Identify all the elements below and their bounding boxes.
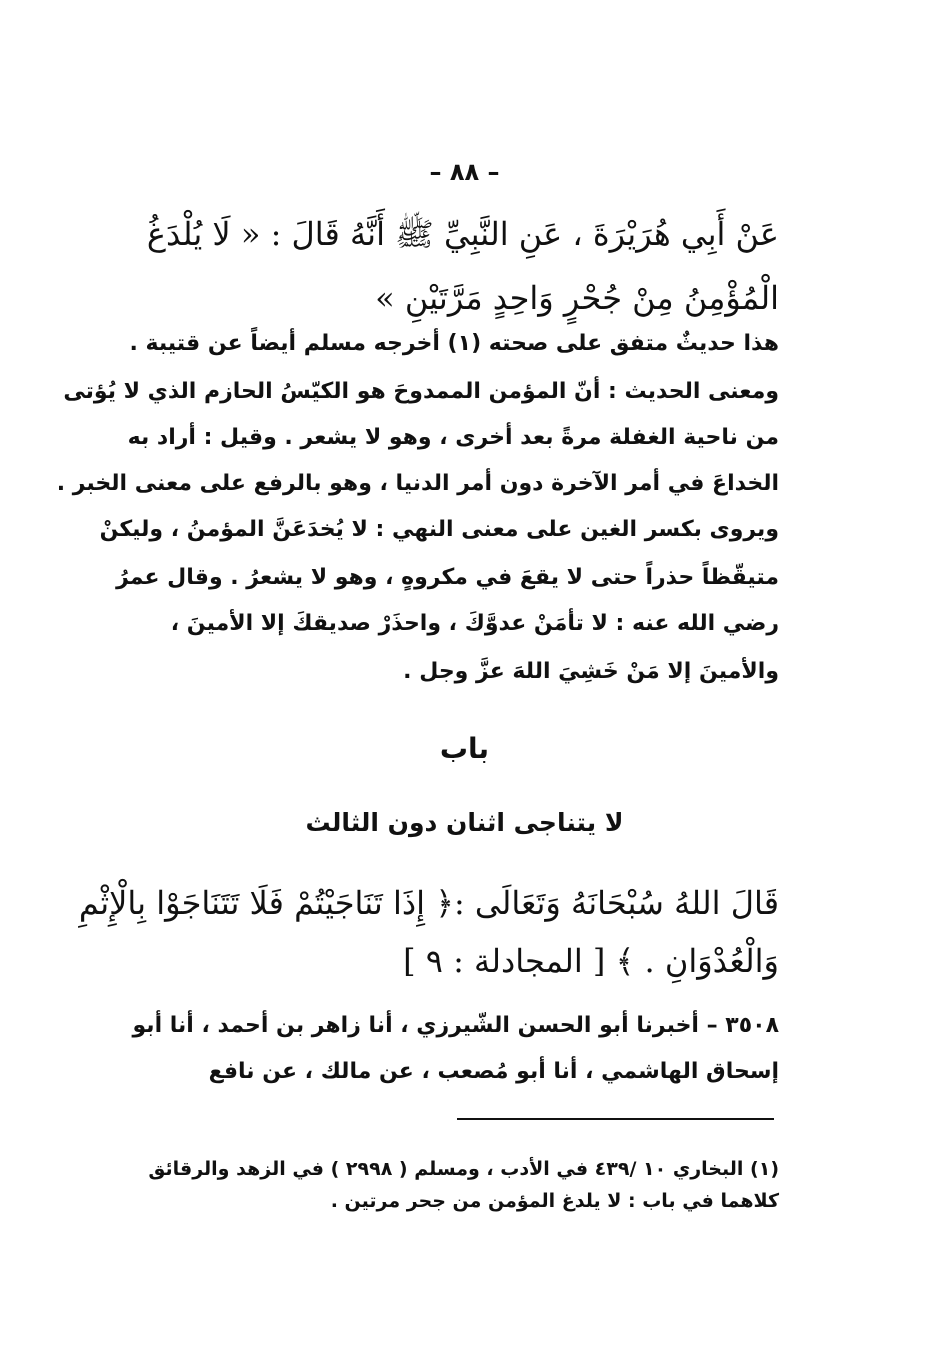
hadith-text-line-2: الْمُؤْمِنُ مِنْ جُحْرٍ وَاحِدٍ مَرَّتَيْنِ »: [375, 279, 779, 317]
commentary-line-2: ومعنى الحديث : أنّ المؤمن الممدوحَ هو الكيّسُ الحازم الذي لا يُؤتى: [63, 379, 779, 404]
page-number: – ٨٨ –: [429, 158, 500, 186]
isnad-line-1: ٣٥٠٨ – أخبرنا أبو الحسن الشّيرزي ، أنا زاهر بن أحمد ، أنا أبو: [132, 1013, 779, 1038]
footnote-line-1: (١) البخاري ١٠ /٤٣٩ في الأدب ، ومسلم ( ٢٩٩٨ ) في الزهد والرقائق: [148, 1158, 779, 1180]
commentary-line-3: من ناحية الغفلة مرةً بعد أخرى ، وهو لا يشعر . وقيل : أراد به: [127, 425, 779, 450]
footnote-line-2: كلاهما في باب : لا يلدغ المؤمن من جحر مرتين .: [330, 1190, 779, 1212]
commentary-line-7: رضي الله عنه : لا تأمَنْ عدوَّكَ ، واحذَرْ صديقكَ إلا الأمينَ ،: [170, 611, 779, 636]
commentary-line-8: والأمينَ إلا مَنْ خَشِيَ اللهَ عزَّ وجل .: [403, 659, 779, 684]
hadith-text-line-1: عَنْ أَبِي هُرَيْرَةَ ، عَنِ النَّبِيِّ ﷺ أَنَّهُ قَالَ : « لَا يُلْدَغُ: [146, 215, 779, 253]
quran-verse-line-1: قَالَ اللهُ سُبْحَانَهُ وَتَعَالَى :﴿ إِذَا تَنَاجَيْتُمْ فَلَا تَتَنَاجَوْا بِالْإِثْمِ: [78, 884, 779, 922]
commentary-line-4: الخداعَ في أمر الآخرة دون أمر الدنيا ، وهو بالرفع على معنى الخبر .: [56, 471, 779, 496]
quran-verse-line-2: وَالْعُدْوَانِ . ﴾ [ المجادلة : ٩ ]: [403, 942, 779, 980]
commentary-line-1: هذا حديثٌ متفق على صحته (١) أخرجه مسلم أيضاً عن قتيبة .: [129, 331, 779, 356]
isnad-line-2: إسحاق الهاشمي ، أنا أبو مُصعب ، عن مالك ، عن نافع: [208, 1059, 779, 1084]
bab-heading: باب: [439, 732, 490, 765]
chapter-title: لا يتناجى اثنان دون الثالث: [305, 808, 624, 837]
commentary-line-5: ويروى بكسر الغين على معنى النهي : لا يُخدَعَنَّ المؤمنُ ، وليكنْ: [99, 517, 779, 542]
footnote-separator: [457, 1118, 774, 1120]
commentary-line-6: متيقّظاً حذراً حتى لا يقعَ في مكروهٍ ، وهو لا يشعرُ . وقال عمرُ: [116, 565, 779, 590]
